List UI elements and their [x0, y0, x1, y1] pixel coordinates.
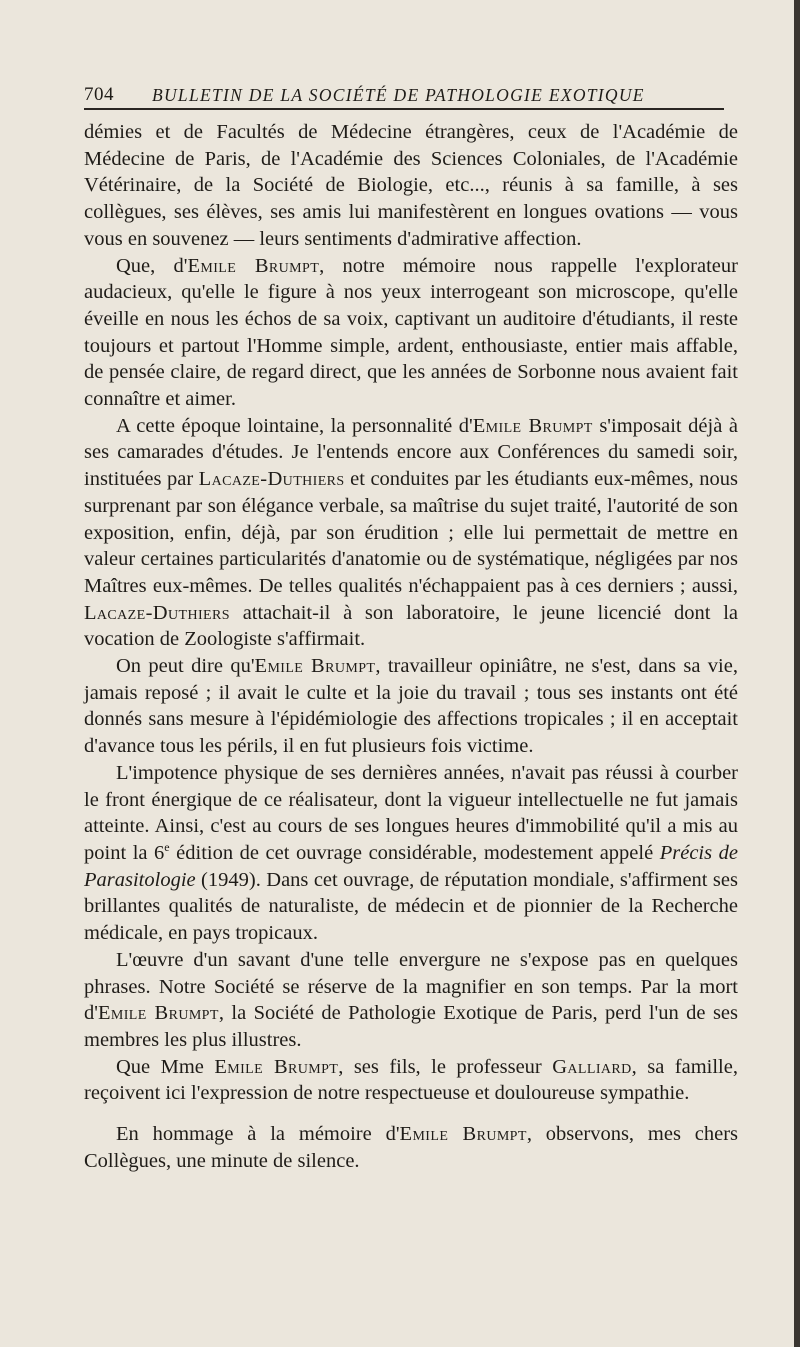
paragraph-2: [84, 253, 738, 413]
text-run: édition de cet ouvrage considérable, modestement appelé: [169, 841, 660, 864]
text-run: (1949). Dans cet ouvrage, de réputation mondiale, s'affirment ses brillantes qualités de naturaliste, de médecin et de pionnier de la Recherche médicale, en pays tropicaux.: [84, 868, 738, 945]
text-run: En hommage à la mémoire d': [116, 1123, 400, 1146]
paragraph-3: [84, 413, 738, 653]
text-run: s'imposait déjà à ses camarades d'études. Je l'entends encore aux Conférences du samedi soir, instituées par: [84, 414, 738, 491]
person-name: Emile Brumpt: [214, 1055, 339, 1078]
text-run: L'œuvre d'un savant d'une telle envergure ne s'expose pas en quelques phrases. Notre Société se réserve de la magnifier en son temps. Par la mort d': [84, 948, 738, 1025]
superscript: e: [164, 840, 170, 855]
page-number: 704: [84, 84, 114, 105]
text-run: Que Mme: [116, 1055, 215, 1078]
person-name: Galliard: [552, 1055, 632, 1078]
person-name: Lacaze-Duthiers: [198, 468, 345, 491]
person-name: Emile Brumpt: [399, 1123, 527, 1146]
text-run: On peut dire qu': [116, 655, 255, 678]
person-name: Lacaze-Duthiers: [84, 601, 230, 624]
text-run: , ses fils, le professeur: [338, 1055, 553, 1078]
header-rule: [84, 108, 724, 110]
paragraph-5: [84, 760, 738, 947]
paragraph-4: [84, 653, 738, 760]
paragraph-8: [84, 1121, 738, 1174]
text-run: Que, d': [116, 254, 188, 277]
paragraph-6: [84, 947, 738, 1054]
page-edge-shadow: [794, 0, 800, 1347]
paragraph-1: démies et de Facultés de Médecine étrangères, ceux de l'Académie de Médecine de Paris, de l'Académie des Sciences Coloniales, de l'Académie Vétérinaire, de la Société de Biologie, etc..., réunis à sa famille, à ses collègues, ses élèves, ses amis lui manifestèrent en longues ovations — vous vous en souvenez — leurs sentiments d'admirative affection.: [84, 121, 738, 250]
person-name: Emile Brumpt: [187, 254, 320, 277]
text-run: , notre mémoire nous rappelle l'explorateur audacieux, qu'elle le figure à nos yeux interrogeant son microscope, qu'elle éveille en nous les échos de sa voix, captivant un auditoire d'étudiants, il reste toujours et partout l'Homme simple, ardent, enthousiaste, entier mais affable, de pensée claire, de regard direct, que les années de Sorbonne nous avaient fait connaître et aimer.: [84, 254, 738, 411]
person-name: Emile Brumpt: [97, 1002, 219, 1025]
book-title: Précis de Parasitologie: [84, 841, 739, 891]
running-title: BULLETIN DE LA SOCIÉTÉ DE PATHOLOGIE EXOTIQUE: [152, 85, 645, 105]
article-body: [84, 119, 738, 1174]
text-run: , travailleur opiniâtre, ne s'est, dans sa vie, jamais reposé ; il avait le culte et la joie du travail ; tous ses instants ont été donnés sans mesure à l'épidémiologie des affections tropicales ; il en acceptait d'avance tous les périls, il en fut plusieurs fois victime.: [84, 655, 738, 758]
page-header: [84, 76, 724, 106]
text-run: attachait-il à son laboratoire, le jeune licencié dont la vocation de Zoologiste s'affirmait.: [84, 601, 738, 651]
text-run: , sa famille, reçoivent ici l'expression de notre respectueuse et douloureuse sympathie.: [84, 1055, 738, 1105]
person-name: Emile Brumpt: [472, 414, 593, 437]
text-run: , la Société de Pathologie Exotique de Paris, perd l'un de ses membres les plus illustres.: [84, 1002, 738, 1051]
text-run: L'impotence physique de ses dernières années, n'avait pas réussi à courber le front énergique de ce réalisateur, dont la vigueur intellectuelle ne fut jamais atteinte. Ainsi, c'est au cours de ses longues heures d'immobilité qu'il a mis au point la 6: [84, 761, 738, 864]
text-run: et conduites par les étudiants eux-mêmes, nous surprenant par son élégance verbale, sa maîtrise du sujet traité, l'autorité de son exposition, enfin, déjà, par son érudition ; elle lui permettait de mettre en valeur certaines particularités d'anatomie ou de systématique, négligées par nos Maîtres eux-mêmes. De telles qualités n'échappaient pas à ces derniers ; aussi,: [84, 468, 738, 597]
person-name: Emile Brumpt: [254, 655, 376, 678]
text-run: A cette époque lointaine, la personnalité d': [116, 414, 473, 437]
text-run: , observons, mes chers Collègues, une minute de silence.: [84, 1123, 739, 1172]
paragraph-7: [84, 1054, 738, 1107]
